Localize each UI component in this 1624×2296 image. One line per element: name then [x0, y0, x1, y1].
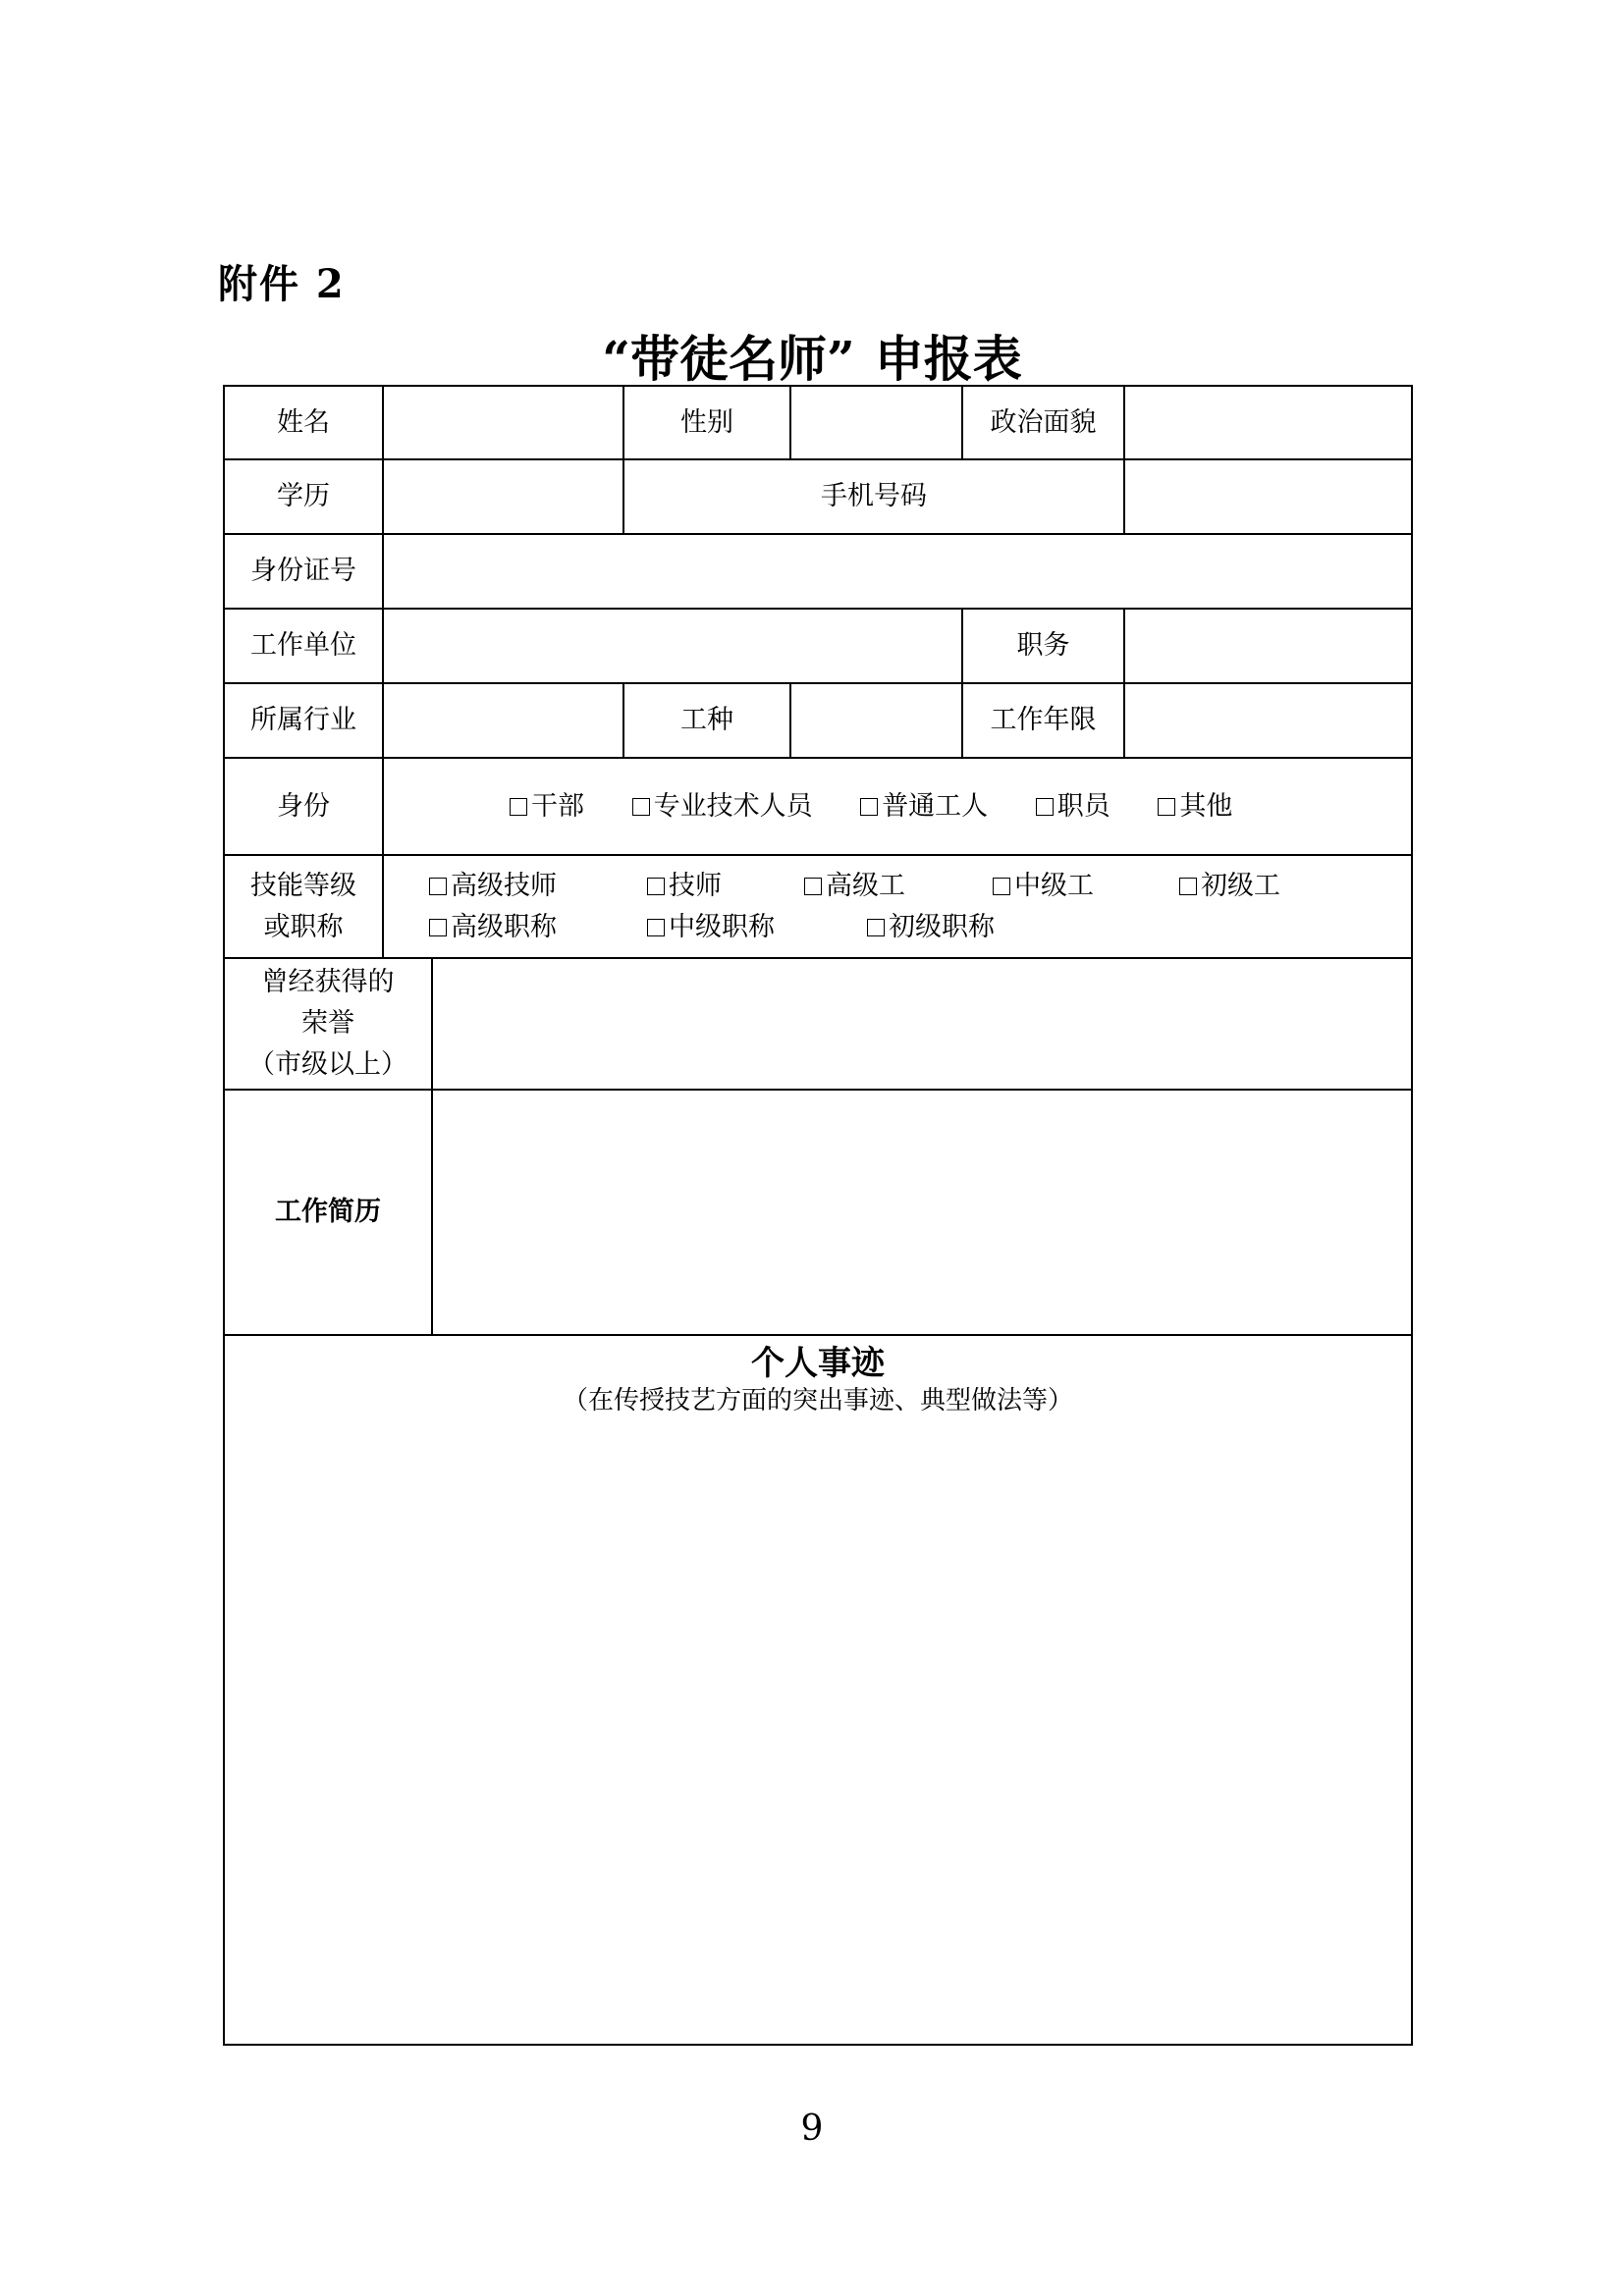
skill-options-row-1 [429, 866, 1411, 907]
skill-options-row-2 [429, 907, 1411, 948]
title-option-senior[interactable] [429, 907, 647, 948]
row-id [224, 534, 1412, 609]
identity-option-staff[interactable] [1036, 786, 1110, 828]
work-years-field[interactable] [1124, 683, 1412, 758]
checkbox-icon[interactable] [647, 919, 665, 936]
row-basic-2 [224, 459, 1412, 534]
trade-label: 工种 [623, 683, 790, 758]
identity-option-label: 其他 [1179, 790, 1233, 822]
checkbox-icon[interactable] [804, 878, 822, 895]
title-option-label: 中级职称 [669, 911, 775, 942]
skill-option-label: 初级工 [1201, 870, 1280, 901]
employer-label: 工作单位 [224, 609, 383, 683]
work-resume-label: 工作简历 [224, 1090, 432, 1335]
trade-field[interactable] [790, 683, 962, 758]
checkbox-icon[interactable] [993, 878, 1010, 895]
identity-option-worker[interactable] [860, 786, 988, 828]
row-skill-level [224, 855, 1412, 958]
row-employer [224, 609, 1412, 683]
checkbox-icon[interactable] [860, 798, 878, 816]
checkbox-icon[interactable] [429, 878, 447, 895]
row-deeds[interactable] [224, 1335, 1412, 2045]
honors-label [224, 958, 432, 1090]
work-resume-field[interactable] [432, 1090, 1412, 1335]
personal-deeds-subtitle: （在传授技艺方面的突出事迹、典型做法等） [562, 1386, 1073, 1416]
checkbox-icon[interactable] [632, 798, 650, 816]
identity-option-other[interactable] [1158, 786, 1232, 828]
identity-option-label: 干部 [531, 790, 584, 822]
form-title-rest: 申报表 [874, 330, 1022, 388]
industry-field[interactable] [383, 683, 623, 758]
honors-field[interactable] [432, 958, 1412, 1090]
checkbox-icon[interactable] [510, 798, 527, 816]
honors-label-line2: 荣誉 [301, 1008, 354, 1040]
checkbox-icon[interactable] [1179, 878, 1197, 895]
education-label: 学历 [224, 459, 383, 534]
application-form [223, 385, 1413, 2046]
identity-option-professional[interactable] [632, 786, 813, 828]
skill-option-junior-worker[interactable] [1179, 866, 1326, 907]
title-option-label: 初级职称 [889, 911, 995, 942]
checkbox-icon[interactable] [429, 919, 447, 936]
skill-option-technician[interactable] [647, 866, 804, 907]
position-label: 职务 [962, 609, 1124, 683]
attachment-label: 附件 2 [218, 261, 346, 307]
identity-option-label: 专业技术人员 [653, 790, 813, 822]
personal-deeds-field[interactable] [224, 1335, 1412, 2045]
position-field[interactable] [1124, 609, 1412, 683]
name-label: 姓名 [224, 386, 383, 459]
gender-label: 性别 [623, 386, 790, 459]
checkbox-icon[interactable] [647, 878, 665, 895]
title-option-label: 高级职称 [451, 911, 557, 942]
honors-label-line1: 曾经获得的 [261, 967, 395, 998]
row-identity [224, 758, 1412, 855]
name-field[interactable] [383, 386, 623, 459]
identity-options [383, 758, 1412, 855]
row-honors [224, 958, 1412, 1090]
political-status-label: 政治面貌 [962, 386, 1124, 459]
identity-option-cadre[interactable] [510, 786, 584, 828]
phone-field[interactable] [1124, 459, 1412, 534]
skill-option-intermediate-worker[interactable] [993, 866, 1179, 907]
skill-option-label: 高级工 [826, 870, 905, 901]
skill-level-label [224, 855, 383, 958]
identity-option-label: 普通工人 [882, 790, 989, 822]
phone-label: 手机号码 [623, 459, 1124, 534]
row-resume [224, 1090, 1412, 1335]
education-field[interactable] [383, 459, 623, 534]
skill-option-label: 中级工 [1014, 870, 1094, 901]
work-years-label: 工作年限 [962, 683, 1124, 758]
page-number: 9 [800, 2109, 824, 2149]
identity-option-label: 职员 [1056, 790, 1110, 822]
checkbox-icon[interactable] [867, 919, 885, 936]
form-title [0, 320, 1624, 391]
employer-field[interactable] [383, 609, 962, 683]
personal-deeds-title: 个人事迹 [751, 1344, 885, 1383]
political-status-field[interactable] [1124, 386, 1412, 459]
honors-label-line3: （市级以上） [248, 1048, 407, 1080]
skill-option-label: 技师 [669, 870, 722, 901]
skill-option-senior-technician[interactable] [429, 866, 647, 907]
industry-label: 所属行业 [224, 683, 383, 758]
skill-level-label-line2: 或职称 [263, 911, 344, 942]
identity-label: 身份 [224, 758, 383, 855]
form-title-quoted: “带徒名师” [602, 330, 855, 388]
id-number-field[interactable] [383, 534, 1412, 609]
row-industry [224, 683, 1412, 758]
checkbox-icon[interactable] [1036, 798, 1054, 816]
skill-option-label: 高级技师 [451, 870, 557, 901]
title-option-junior[interactable] [867, 907, 1179, 948]
skill-level-label-line1: 技能等级 [250, 870, 356, 901]
skill-level-options [383, 855, 1412, 958]
skill-option-senior-worker[interactable] [804, 866, 993, 907]
checkbox-icon[interactable] [1158, 798, 1175, 816]
gender-field[interactable] [790, 386, 962, 459]
row-basic-1 [224, 386, 1412, 459]
id-number-label: 身份证号 [224, 534, 383, 609]
